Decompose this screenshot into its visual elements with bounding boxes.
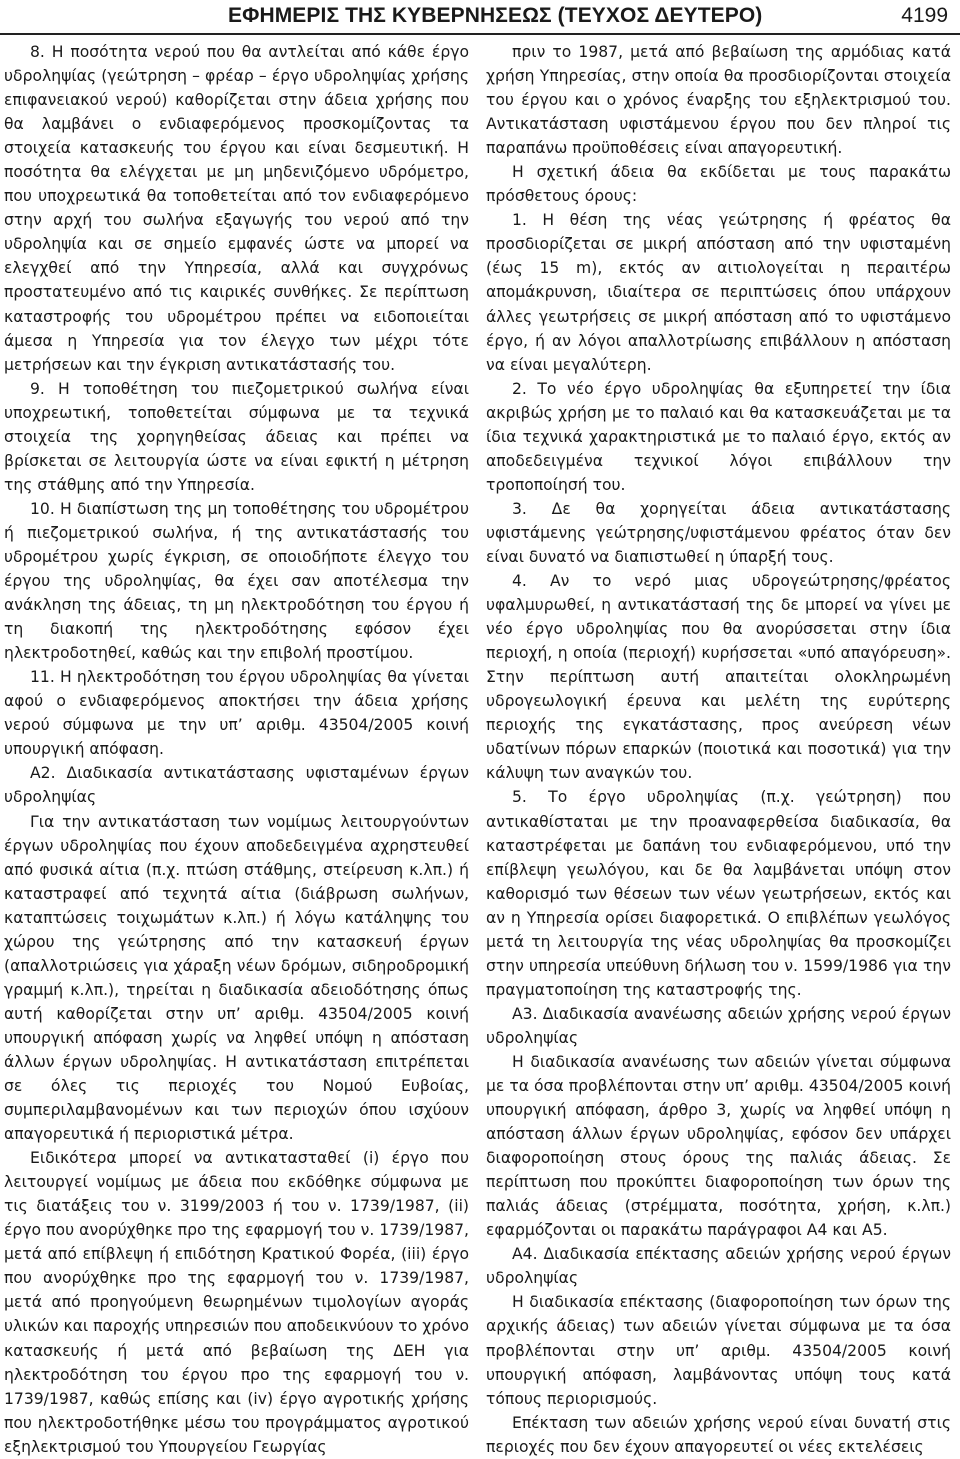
paragraph: 10. Η διαπίστωση της μη τοποθέτησης του υδρομέτρου ή πιεζομετρικού σωλήνα, ή της αντικατάστασής του υδρομέτρου χωρίς έγκριση, σε οποιοδήποτε έλεγχο του έργου της υδροληψίας, θα έχει σαν αποτέλεσμα την ανάκληση της άδειας, τη μη ηλεκτροδότηση του έργου ή τη διακοπή της ηλεκτροδότησης εφόσον έχει ηλεκτροδοτηθεί, καθώς και την επιβολή προστίμου. <box>4 499 469 663</box>
page-header <box>0 0 960 34</box>
right-column <box>486 40 951 1459</box>
gazette-title: ΕΦΗΜΕΡΙΣ ΤΗΣ ΚΥΒΕΡΝΗΣΕΩΣ (ΤΕΥΧΟΣ ΔΕΥΤΕΡΟ) <box>228 4 763 27</box>
page-number: 4199 <box>901 4 948 27</box>
left-column <box>4 40 469 1459</box>
section-heading: Α4. Διαδικασία επέκτασης αδειών χρήσης νερού έργων υδροληψίας <box>486 1245 951 1288</box>
section-heading: Α2. Διαδικασία αντικατάστασης υφισταμένων έργων υδροληψίας <box>4 764 469 807</box>
paragraph: Η διαδικασία ανανέωσης των αδειών γίνεται σύμφωνα με τα όσα προβλέπονται στην υπ’ αριθμ. 43504/2005 κοινή υπουργική απόφαση, άρθρο 3, χωρίς να ληφθεί υπόψη η απόσταση άλλων έργων υδροληψίας, εφόσον δεν υπάρχει διαφοροποίηση στους όρους της παλιάς άδειας. Σε περίπτωση που προκύπτει διαφοροποίηση των όρων της παλιάς άδειας (στρέμματα, ποσότητα, χρήση, κ.λπ.) εφαρμόζονται οι παρακάτω παράγραφοι Α4 και Α5. <box>486 1052 951 1240</box>
paragraph: 5. Το έργο υδροληψίας (π.χ. γεώτρηση) που αντικαθίσταται με την προαναφερθείσα διαδικασία, θα καταστρέφεται με δαπάνη του ενδιαφερόμενου, υπό την επίβλεψη γεωλόγου, και δε θα λαμβάνεται υπόψη στον καθορισμό των θέσεων των νέων γεωτρήσεων, εκτός και αν η Υπηρεσία ορίσει διαφορετικά. Ο επιβλέπων γεωλόγος μετά τη λειτουργία της νέας υδροληψίας θα προσκομίζει στην υπηρεσία υπεύθυνη δήλωση του ν. 1599/1986 για την πραγματοποίηση της καταστροφής της. <box>486 788 951 999</box>
paragraph: 2. Το νέο έργο υδροληψίας θα εξυπηρετεί την ίδια ακριβώς χρήση με το παλαιό και θα κατασκευάζεται με τα ίδια τεχνικά χαρακτηριστικά με το παλαιό έργο, εκτός αν αποδεδειγμένα τεχνικοί λόγοι επιβάλλουν την τροποποίησή του. <box>486 379 951 494</box>
paragraph: Επέκταση των αδειών χρήσης νερού είναι δυνατή στις περιοχές που δεν έχουν απαγορευτεί οι νέες εκτελέσεις <box>486 1413 951 1456</box>
paragraph: 3. Δε θα χορηγείται άδεια αντικατάστασης υφιστάμενης γεώτρησης/υφιστάμενου φρέατος όταν δεν είναι δυνατό να διαπιστωθεί η ύπαρξή τους. <box>486 499 951 566</box>
section-heading: Α3. Διαδικασία ανανέωσης αδειών χρήσης νερού έργων υδροληψίας <box>486 1004 951 1047</box>
paragraph: Η διαδικασία επέκτασης (διαφοροποίηση των όρων της αρχικής άδειας) των αδειών γίνεται σύμφωνα με τα όσα προβλέπονται στην υπ’ αριθμ. 43504/2005 κοινή υπουργική απόφαση, λαμβάνοντας υπόψη τους κατά τόπους περιορισμούς. <box>486 1293 951 1408</box>
paragraph: 4. Αν το νερό μιας υδρογεώτρησης/φρέατος υφαλμυρωθεί, η αντικατάστασή της δε μπορεί να γίνει με νέο έργο υδροληψίας που θα ανορύσσεται στην ίδια περιοχή, η οποία (περιοχή) κυρήσσεται «υπό απαγόρευση». Στην περίπτωση αυτή απαιτείται ολοκληρωμένη υδρογεωλογική έρευνα και μελέτη της ευρύτερης περιοχής της εγκατάστασης, προς ανεύρεση νέων υδατίνων πόρων επαρκών (ποιοτικά και ποσοτικά) για την κάλυψη των αναγκών του. <box>486 572 951 783</box>
paragraph: Η σχετική άδεια θα εκδίδεται με τους παρακάτω πρόσθετους όρους: <box>486 163 951 206</box>
paragraph: 11. Η ηλεκτροδότηση του έργου υδροληψίας θα γίνεται αφού ο ενδιαφερόμενος αποκτήσει την άδεια χρήσης νερού σύμφωνα με την υπ’ αριθμ. 43504/2005 κοινή υπουργική απόφαση. <box>4 668 469 759</box>
paragraph: Για την αντικατάσταση των νομίμως λειτουργούντων έργων υδροληψίας που έχουν αποδεδειγμένα αχρηστευθεί από φυσικά αίτια (π.χ. πτώση στάθμης, στείρευση κ.λπ.) ή καταστραφεί από τεχνητά αίτια (διάβρωση σωλήνων, καταπτώσεις τοιχωμάτων κ.λπ.) ή λόγω κατάληψης του χώρου της γεώτρησης από την κατασκευή έργων (απαλλοτριώσεις για χάραξη νέων δρόμων, σιδηροδρομική γραμμή κ.λπ.), τηρείται η διαδικασία αδειοδότησης όπως αυτή καθορίζεται στην υπ’ αριθμ. 43504/2005 κοινή υπουργική απόφαση χωρίς να ληφθεί υπόψη η απόσταση άλλων έργων υδροληψίας. Η αντικατάσταση επιτρέπεται σε όλες τις περιοχές του Νομού Ευβοίας, συμπεριλαμβανομένων και των περιοχών όπου ισχύουν απαγορευτικά ή περιοριστικά μέτρα. <box>4 812 469 1144</box>
paragraph: Ειδικότερα μπορεί να αντικατασταθεί (i) έργο που λειτουργεί νομίμως με άδεια που εκδόθηκε σύμφωνα με τις διατάξεις του ν. 3199/2003 ή του ν. 1739/1987, (ii) έργο που ανορύχθηκε προ της εφαρμογή του ν. 1739/1987, μετά από επίβλεψη ή επιδότηση Κρατικού Φορέα, (iii) έργο που ανορύχθηκε προ της εφαρμογή του ν. 1739/1987, μετά από προηγούμενη θεωρημένων τιμολογίων αγοράς υλικών και παροχής υπηρεσιών που αποδεικνύουν το χρόνο κατασκευής ή μετά από βεβαίωση της ΔΕΗ για ηλεκτροδότηση του έργου προ της εφαρμογή του ν. 1739/1987, καθώς επίσης και (iv) έργο αγροτικής χρήσης που ηλεκτροδοτήθηκε μέσω του προγράμματος αγροτικού εξηλεκτρισμού του Υπουργείου Γεωργίας <box>4 1149 469 1456</box>
paragraph: 8. Η ποσότητα νερού που θα αντλείται από κάθε έργο υδροληψίας (γεώτρηση – φρέαρ – έργο υδροληψίας χρήσης επιφανειακού νερού) καθορίζεται στην άδεια χρήσης που θα λαμβάνει ο ενδιαφερόμενος προσκομίζοντας τα στοιχεία κατασκευής του έργου και είναι δεσμευτική. Η ποσότητα θα ελέγχεται με μη μηδενιζόμενο υδρόμετρο, που υποχρεωτικά θα τοποθετείται από τον ενδιαφερόμενο στην αρχή του σωλήνα εξαγωγής του νερού από την υδροληψία και σε σημείο εμφανές ώστε να μπορεί να ελεγχθεί από την Υπηρεσία, αλλά και συγχρόνως προστατευμένο από τις καιρικές συνθήκες. Σε περίπτωση καταστροφής του υδρομέτρου πρέπει να ειδοποιείται άμεσα η Υπηρεσία για τον έλεγχο των μέχρι τότε μετρήσεων και την έγκριση αντικατάστασής του. <box>4 43 469 374</box>
paragraph: 9. Η τοποθέτηση του πιεζομετρικού σωλήνα είναι υποχρεωτική, τοποθετείται σύμφωνα με τα τεχνικά στοιχεία της χορηγηθείσας άδειας και πρέπει να βρίσκεται σε λειτουργία ώστε να είναι εφικτή η μέτρηση της στάθμης από την Υπηρεσία. <box>4 379 469 494</box>
paragraph: πριν το 1987, μετά από βεβαίωση της αρμόδιας κατά χρήση Υπηρεσίας, στην οποία θα προσδιορίζονται στοιχεία του έργου και ο χρόνος έναρξης του εξηλεκτρισμού του. Αντικατάσταση υφιστάμενου έργου που δεν πληροί τις παραπάνω προϋποθέσεις είναι απαγορευτική. <box>486 43 951 158</box>
header-divider <box>0 33 960 35</box>
paragraph: 1. Η θέση της νέας γεώτρησης ή φρέατος θα προσδιορίζεται σε μικρή απόσταση από την υφισταμένη (έως 15 m), εκτός αν αιτιολογείται η περαιτέρω απομάκρυνση, ιδιαίτερα σε περιπτώσεις όπου υπάρχουν άλλες γεωτρήσεις σε μικρή απόσταση από το υφιστάμενο έργο, ή αν λόγοι απαλλοτρίωσης επιβάλλουν η απόσταση να είναι μεγαλύτερη. <box>486 211 951 374</box>
